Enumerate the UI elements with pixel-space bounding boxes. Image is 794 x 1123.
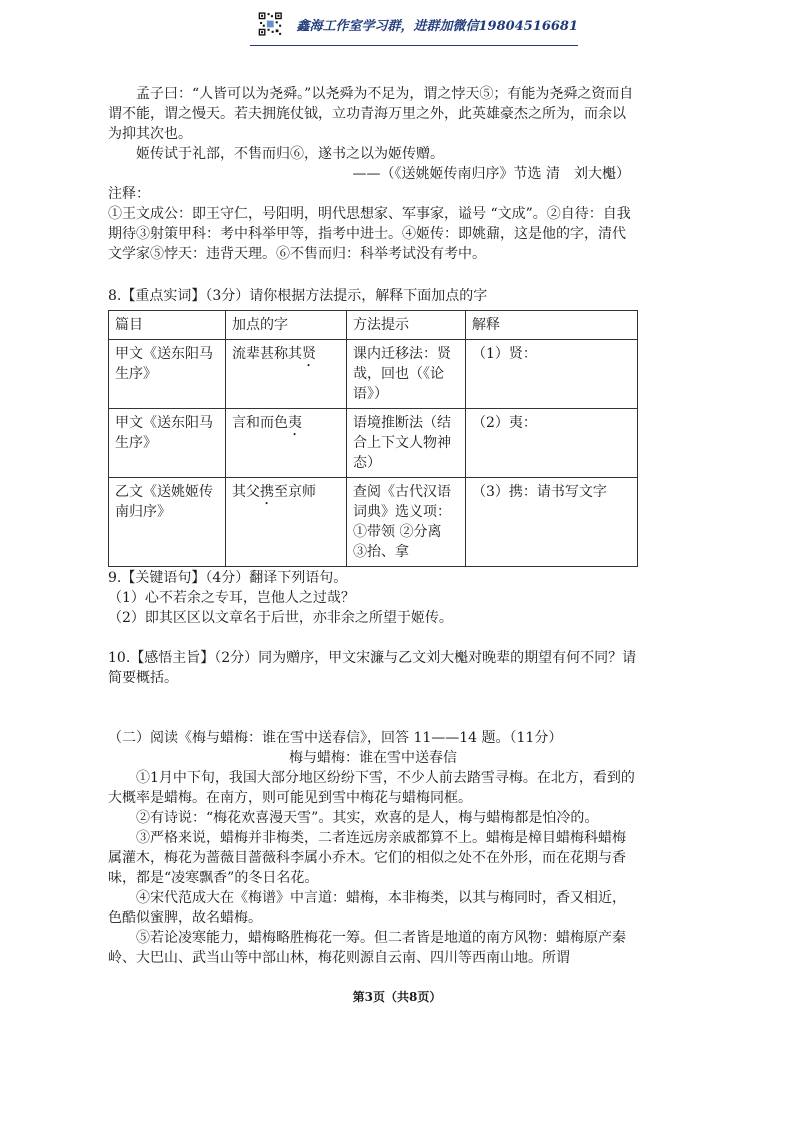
article-paragraph: ③严格来说，蜡梅并非梅类，二者连远房亲戚都算不上。蜡梅是樟目蜡梅科蜡梅属灌木，梅花为蔷薇目蔷薇科李属小乔木。它们的相似之处不在外形，而在花期与香味，都是“凌寒飘香”的冬日名花。 — [108, 830, 626, 886]
table-cell-phrase: 流辈甚称其贤 — [226, 340, 347, 409]
passage-paragraph: 孟子曰：“人皆可以为尧舜。”以尧舜为不足为，谓之悖天⑤；有能为尧舜之资而自谓不能，谓之慢天。若夫拥旄仗钺，立功青海万里之外，此英雄豪杰之所为，而余以为抑其次也。 — [108, 86, 634, 142]
table-cell-method: 课内迁移法：贤哉，回也（《论语》） — [347, 340, 466, 409]
question-9 — [108, 568, 638, 628]
table-header-cell: 解释 — [466, 311, 638, 340]
table-row — [109, 409, 638, 478]
table-header-row — [109, 311, 638, 340]
page-header — [258, 6, 578, 42]
table-cell-method: 语境推断法（结合上下文人物神态） — [347, 409, 466, 478]
section-2-heading: （二）阅读《梅与蜡梅：谁在雪中送春信》，回答 11——14 题。（11分） — [108, 730, 563, 746]
table-header-cell: 方法提示 — [347, 311, 466, 340]
dotted-character: 携 — [260, 484, 274, 500]
passage-paragraph: 姬传试于礼部，不售而归⑥，遂书之以为姬传赠。 — [136, 146, 444, 162]
article-paragraph: ②有诗说：“梅花欢喜漫天雪”。其实，欢喜的是人，梅与蜡梅都是怕冷的。 — [136, 810, 599, 826]
question-9-sentence-1: （1）心不若余之专耳，岂他人之过哉？ — [108, 590, 355, 606]
table-cell-source: 甲文《送东阳马生序》 — [109, 340, 226, 409]
question-8-title: 8.【重点实词】（3分）请你根据方法提示，解释下面加点的字 — [108, 288, 488, 304]
table-cell-phrase: 言和而色夷 — [226, 409, 347, 478]
article-paragraph: ④宋代范成大在《梅谱》中言道：蜡梅，本非梅类，以其与梅同时，香又相近，色酷似蜜脾，故名蜡梅。 — [108, 890, 626, 926]
article-paragraph: ①1月中下旬，我国大部分地区纷纷下雪，不少人前去踏雪寻梅。在北方，看到的大概率是蜡梅。在南方，则可能见到雪中梅花与蜡梅同框。 — [108, 770, 635, 806]
word-explanation-table — [108, 310, 638, 567]
table-cell-source: 甲文《送东阳马生序》 — [109, 409, 226, 478]
table-cell-answer: （3）携：请书写文字 — [466, 478, 638, 567]
table-cell-answer: （2）夷： — [466, 409, 638, 478]
passage-continuation — [108, 84, 638, 264]
table-row — [109, 478, 638, 567]
dotted-character: 夷 — [288, 415, 302, 431]
table-cell-phrase: 其父携至京师 — [226, 478, 347, 567]
table-row — [109, 340, 638, 409]
passage-source: ——（《送姚姬传南归序》节选 清 刘大櫆） — [352, 166, 630, 182]
question-9-title: 9.【关键语句】（4分）翻译下列语句。 — [108, 570, 348, 586]
header-banner-text: 鑫海工作室学习群，进群加微信19804516681 — [296, 18, 578, 34]
table-cell-source: 乙文《送姚姬传南归序》 — [109, 478, 226, 567]
table-header-cell: 篇目 — [109, 311, 226, 340]
qr-code-icon — [258, 6, 283, 42]
notes-label: 注释： — [108, 186, 150, 202]
question-10-title: 10.【感悟主旨】（2分）同为赠序，甲文宋濂与乙文刘大櫆对晚辈的期望有何不同？请简要概括。 — [108, 650, 637, 686]
notes-text: ①王文成公：即王守仁，号阳明，明代思想家、军事家，谥号 “文成”。②自待：自我期待③射策甲科：考中科举甲等，指考中进士。④姬传：即姚鼐，这是他的字，清代文学家⑤悖天：违背天理。⑥不售而归：科举考试没有考中。 — [108, 206, 631, 262]
section-2 — [108, 728, 638, 968]
page-number: 第3页（共8页） — [352, 990, 442, 1004]
header-divider — [250, 45, 578, 46]
dotted-character: 贤 — [302, 346, 316, 362]
table-cell-method: 查阅《古代汉语词典》选义项：①带领 ②分离 ③抬、拿 — [347, 478, 466, 567]
table-cell-answer: （1）贤： — [466, 340, 638, 409]
article-paragraph: ⑤若论凌寒能力，蜡梅略胜梅花一筹。但二者皆是地道的南方风物：蜡梅原产秦岭、大巴山、武当山等中部山林，梅花则源自云南、四川等西南山地。所谓 — [108, 930, 626, 966]
article-title: 梅与蜡梅：谁在雪中送春信 — [289, 750, 457, 766]
table-header-cell: 加点的字 — [226, 311, 347, 340]
question-9-sentence-2: （2）即其区区以文章名于后世，亦非余之所望于姬传。 — [108, 610, 453, 626]
